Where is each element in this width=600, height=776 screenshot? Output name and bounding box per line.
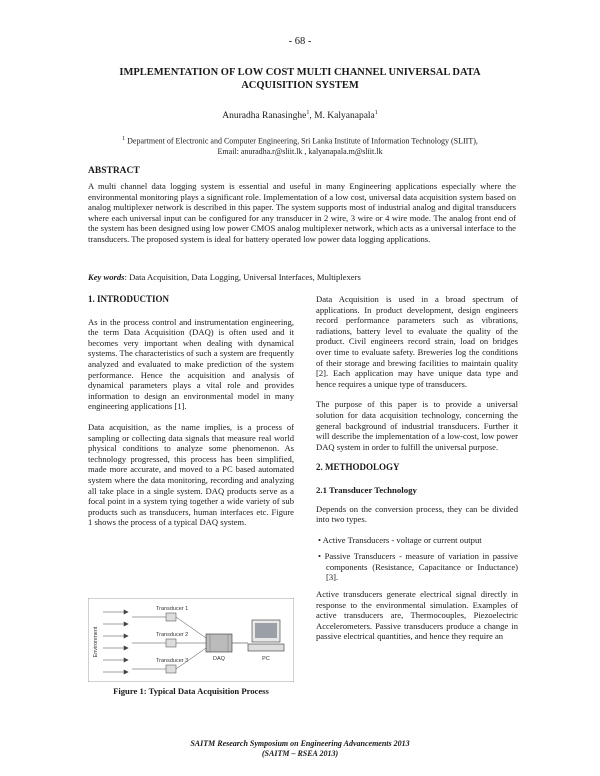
- left-column: [88, 294, 294, 538]
- title-line-1: IMPLEMENTATION OF LOW COST MULTI CHANNEL UNIVERSAL DATA: [119, 67, 481, 78]
- transducer-technology-heading: 2.1 Transducer Technology: [316, 484, 417, 495]
- footer-line-2: (SAITM – RSEA 2013): [261, 749, 339, 758]
- affiliation: [90, 134, 510, 158]
- keywords-label: Key words: [88, 272, 125, 282]
- paper-title: [70, 66, 530, 92]
- list-item-active: • Active Transducers - voltage or current output: [318, 534, 482, 545]
- daq-label: DAQ: [213, 656, 225, 662]
- transducer-1-label: Transducer 1: [156, 606, 189, 612]
- right-paragraph-2: The purpose of this paper is to provide a universal solution for data acquisition technology, concerning the general background of industrial transducers. Further it will describe the implementation of a low-cost, low power DAQ system in order to fulfill the universal purpose.: [316, 399, 518, 452]
- affiliation-mark: 1: [122, 136, 126, 142]
- author-1: Anuradha Ranasinghe: [222, 111, 307, 122]
- figure-1: [88, 598, 294, 682]
- title-line-2: ACQUISITION SYSTEM: [241, 80, 359, 91]
- pc-label: PC: [262, 656, 270, 662]
- page-number: - 68 -: [288, 36, 312, 47]
- authors: [0, 110, 600, 121]
- transducer-2-label: Transducer 2: [156, 632, 189, 638]
- abstract-heading: ABSTRACT: [88, 166, 140, 176]
- author-2: M. Kalyanapala: [314, 111, 375, 122]
- methodology-heading: 2. METHODOLOGY: [316, 462, 400, 473]
- transducer-3-label: Transducer 3: [156, 658, 189, 664]
- transducer-3-block: [166, 665, 176, 673]
- keywords-colon: :: [124, 272, 130, 282]
- figure-caption: Figure 1: Typical Data Acquisition Process: [113, 686, 269, 696]
- list-item-passive: • Passive Transducers - measure of variation in passive components (Resistance, Capacitance or Inductance) [3].: [318, 551, 518, 583]
- right-paragraph-4: Active transducers generate electrical signal directly in response to the environmental simulation. Examples of active transducers are, Thermocouples, Piezoelectric Accelerometers. Passive transducers produce a change in passive electrical quantities, and hence they require an: [316, 589, 518, 642]
- transducer-1-block: [166, 613, 176, 621]
- transducer-2-block: [166, 639, 176, 647]
- affiliation-text: Department of Electronic and Computer Engineering, Sri Lanka Institute of Information Technology (SLIIT),: [125, 136, 478, 146]
- right-column: [316, 294, 518, 652]
- author-separator: ,: [309, 111, 315, 122]
- pc-base: [248, 644, 284, 651]
- abstract-text: A multi channel data logging system is essential and useful in many Engineering applications especially where the environmental monitoring plays a significant role. Implementation of a low cost, universal data acquisition system based on analog multiplexer network is described in this paper. The system supports most of industrial analog and digital transducers where each universal input can be configured for any transducer in 2 wire, 3 wire or 4 wire mode. The analog front end of the system has been designed using low power CMOS analog multiplexer network, which acts as a universal interface to the transducers. The proposed system is ideal for battery operated low power data logging applications.: [88, 181, 516, 244]
- right-paragraph-1: Data Acquisition is used in a broad spectrum of applications. In product development, design engineers record performance parameters such as vibrations, radiations, battery level to evaluate the quality of the product. Civil engineers record strain, load on bridges over time to evaluate safety. Breweries log the conditions of their storage and brewing facilities to maintain quality [2]. Each application may have unique data type and hence requires a unique type of transducers.: [316, 294, 518, 389]
- pc-screen: [255, 623, 277, 638]
- author-1-affiliation-mark: 1: [306, 110, 310, 116]
- author-2-affiliation-mark: 1: [374, 110, 378, 116]
- daq-process-diagram: [88, 598, 294, 682]
- introduction-paragraph-1: As in the process control and instrumentation engineering, the term Data Acquisition (DAQ) is often used and it becomes very important when dealing with dynamical systems. The characteristics of such a system are frequently analyzed and evaluated to make prediction of the system performance. Hence the acquisition and analysis of dynamical parameters plays a vital role and provides information to design an environmental model in many engineering applications [1].: [88, 316, 294, 412]
- introduction-heading: 1. INTRODUCTION: [88, 294, 170, 304]
- introduction-paragraph-2: Data acquisition, as the name implies, is a process of sampling or collecting data signals that measure real world physical conditions to analyze some phenomenon. As technology progressed, this process has been simplified, made more accurate, and moved to a PC based automated system where the data monitoring, recording and analyzing all take place in a single system. DAQ products serve as a focal point in a system tying together a wide variety of sub products such as transducers, human interfaces etc. Figure 1 shows the process of a typical DAQ system.: [88, 421, 294, 528]
- right-paragraph-3: Depends on the conversion process, they can be divided into two types.: [316, 503, 518, 525]
- keywords: [88, 272, 516, 282]
- footer: [0, 739, 600, 759]
- email-line: Email: anuradha.r@sliit.lk , kalyanapala.m@sliit.lk: [217, 147, 383, 157]
- transducer-type-list: [316, 535, 518, 583]
- environment-label: Environment: [93, 626, 99, 658]
- footer-line-1: SAITM Research Symposium on Engineering Advancements 2013: [190, 739, 410, 748]
- keywords-text: Data Acquisition, Data Logging, Universal Interfaces, Multiplexers: [129, 272, 361, 282]
